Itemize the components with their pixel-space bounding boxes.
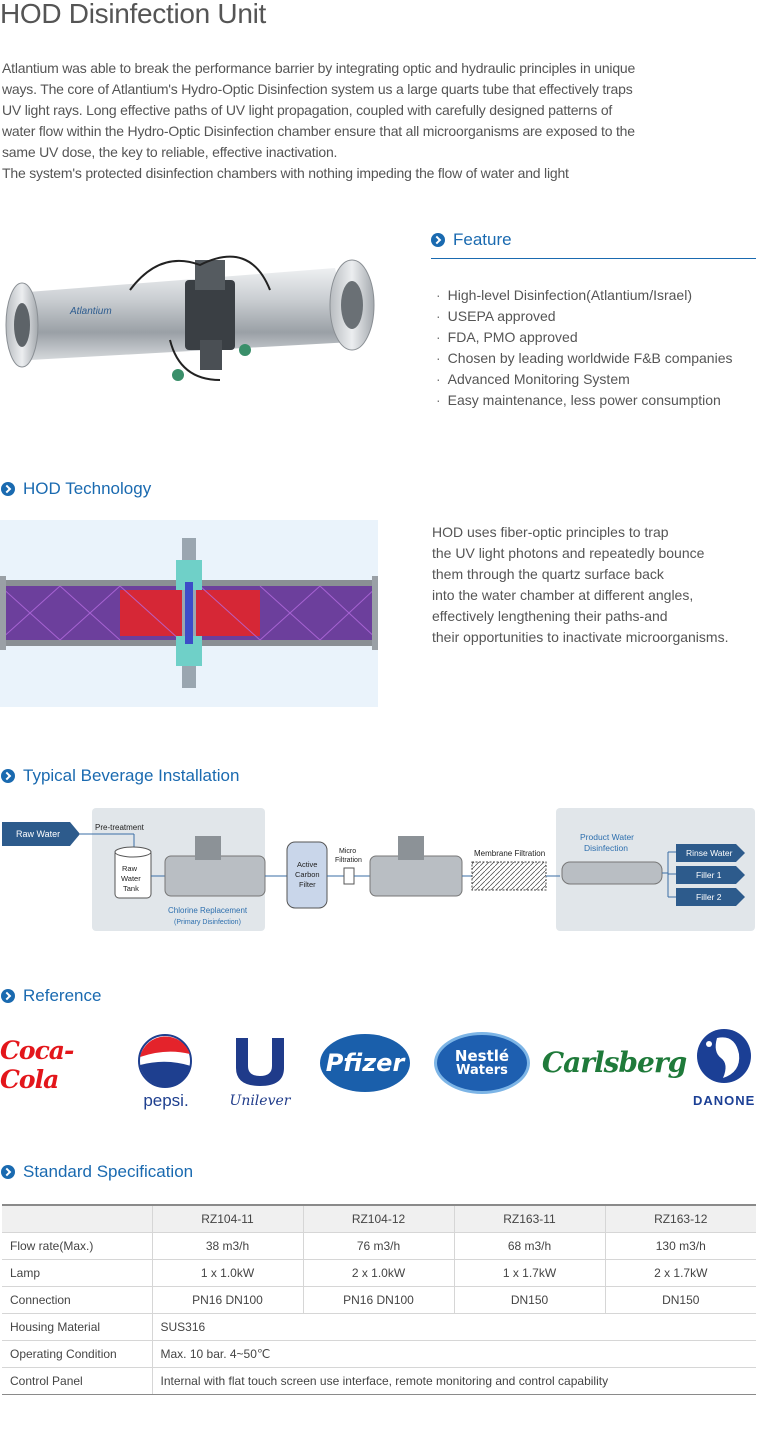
coca-cola-wordmark: Coca-Cola bbox=[0, 1036, 74, 1094]
intro-line: UV light rays. Long effective paths of UV light propagation, coupled with carefully designed patterns of bbox=[2, 102, 613, 118]
spec-cell: 2 x 1.7kW bbox=[605, 1259, 756, 1286]
micro-label: Micro bbox=[339, 848, 357, 855]
pfizer-logo bbox=[320, 1034, 410, 1092]
spec-cell: DN150 bbox=[605, 1286, 756, 1313]
feature-heading-label: Feature bbox=[453, 230, 512, 249]
hod-heading-label: HOD Technology bbox=[23, 479, 152, 498]
carlsberg-logo bbox=[541, 1040, 687, 1084]
hod-line: HOD uses fiber-optic principles to trap bbox=[432, 524, 669, 540]
intro-line: water flow within the Hydro-Optic Disinfection chamber ensure that all microorganisms are exposed to the bbox=[2, 123, 635, 139]
spec-header-cell: RZ163-12 bbox=[605, 1205, 756, 1232]
page-title: HOD Disinfection Unit bbox=[0, 0, 267, 29]
spec-cell: 130 m3/h bbox=[605, 1232, 756, 1259]
hod-technology-diagram bbox=[0, 520, 378, 707]
pepsi-wordmark: pepsi. bbox=[143, 1091, 189, 1110]
nestle-waters-logo bbox=[434, 1032, 530, 1094]
danone-emblem-icon bbox=[693, 1028, 755, 1084]
chevron-right-icon bbox=[1, 989, 15, 1003]
spec-span-cell: Internal with flat touch screen use interface, remote monitoring and control capability bbox=[152, 1367, 756, 1394]
spec-row-label: Control Panel bbox=[2, 1367, 152, 1394]
chevron-right-icon bbox=[1, 769, 15, 783]
spec-row-label: Operating Condition bbox=[2, 1340, 152, 1367]
table-row bbox=[2, 1313, 756, 1340]
product-image bbox=[0, 230, 400, 420]
product-water-label: Disinfection bbox=[584, 843, 628, 853]
spec-cell: PN16 DN100 bbox=[303, 1286, 454, 1313]
table-row bbox=[2, 1232, 756, 1259]
reference-heading-label: Reference bbox=[23, 986, 102, 1005]
intro-line: Atlantium was able to break the performance barrier by integrating optic and hydraulic principles in unique bbox=[2, 60, 636, 76]
table-row bbox=[2, 1259, 756, 1286]
spec-header-cell bbox=[2, 1205, 152, 1232]
spec-cell: 68 m3/h bbox=[454, 1232, 605, 1259]
product-brand-label: Atlantium bbox=[70, 306, 112, 317]
spec-cell: 1 x 1.7kW bbox=[454, 1259, 605, 1286]
uv-unit-icon bbox=[370, 836, 462, 896]
intro-paragraph bbox=[2, 58, 672, 184]
danone-wordmark: DANONE bbox=[693, 1093, 756, 1108]
feature-heading bbox=[431, 230, 512, 250]
installation-diagram bbox=[0, 806, 759, 936]
feature-divider bbox=[431, 258, 756, 259]
nestle-wordmark: Nestlé bbox=[454, 1046, 510, 1065]
intro-line: The system's protected disinfection chambers with nothing impeding the flow of water and light bbox=[2, 165, 569, 181]
spec-row-label: Flow rate(Max.) bbox=[2, 1232, 152, 1259]
install-heading-label: Typical Beverage Installation bbox=[23, 766, 240, 785]
pfizer-wordmark: Pfizer bbox=[325, 1049, 405, 1077]
micro-label: Filtration bbox=[335, 857, 362, 864]
pepsi-logo bbox=[136, 1032, 196, 1112]
coca-cola-logo bbox=[0, 1036, 108, 1094]
unilever-u-icon bbox=[226, 1036, 294, 1088]
spec-row-label: Connection bbox=[2, 1286, 152, 1313]
hod-line: into the water chamber at different angles, bbox=[432, 587, 694, 603]
hod-line: the UV light photons and repeatedly bounce bbox=[432, 545, 705, 561]
membrane-label: Membrane Filtration bbox=[474, 849, 546, 858]
hod-line: their opportunities to inactivate microorganisms. bbox=[432, 629, 729, 645]
hod-description bbox=[432, 522, 752, 648]
hod-heading bbox=[1, 479, 151, 499]
spec-cell: 38 m3/h bbox=[152, 1232, 303, 1259]
feature-item: · Advanced Monitoring System bbox=[436, 369, 733, 390]
output-label: Rinse Water bbox=[686, 848, 733, 858]
spec-header-row bbox=[2, 1205, 756, 1232]
carbon-label: Filter bbox=[299, 880, 316, 889]
output-label: Filler 2 bbox=[696, 892, 722, 902]
spec-header-cell: RZ104-11 bbox=[152, 1205, 303, 1232]
waters-wordmark: Waters bbox=[456, 1062, 508, 1078]
hod-line: them through the quartz surface back bbox=[432, 566, 664, 582]
install-heading bbox=[1, 766, 239, 786]
spec-cell: 1 x 1.0kW bbox=[152, 1259, 303, 1286]
output-label: Filler 1 bbox=[696, 870, 722, 880]
product-water-label: Product Water bbox=[580, 832, 635, 842]
chevron-right-icon bbox=[1, 1165, 15, 1179]
feature-list bbox=[436, 285, 733, 411]
spec-row-label: Lamp bbox=[2, 1259, 152, 1286]
danone-logo bbox=[693, 1028, 755, 1108]
tank-label: Tank bbox=[123, 884, 139, 893]
pretreatment-label: Pre-treatment bbox=[95, 823, 144, 832]
spec-cell: 76 m3/h bbox=[303, 1232, 454, 1259]
carbon-label: Carbon bbox=[295, 870, 320, 879]
carbon-label: Active bbox=[297, 860, 318, 869]
unilever-logo bbox=[226, 1036, 294, 1112]
chlorine-label: Chlorine Replacement bbox=[168, 906, 248, 915]
feature-item: · Easy maintenance, less power consumption bbox=[436, 390, 733, 411]
reference-heading bbox=[1, 986, 101, 1006]
table-row bbox=[2, 1367, 756, 1394]
table-row bbox=[2, 1286, 756, 1313]
unilever-wordmark: Unilever bbox=[229, 1093, 291, 1109]
spec-heading-label: Standard Specification bbox=[23, 1162, 194, 1181]
feature-item: · Chosen by leading worldwide F&B companies bbox=[436, 348, 733, 369]
chevron-right-icon bbox=[431, 233, 445, 247]
spec-header-cell: RZ104-12 bbox=[303, 1205, 454, 1232]
intro-line: same UV dose, the key to reliable, effective inactivation. bbox=[2, 144, 338, 160]
hod-line: effectively lengthening their paths-and bbox=[432, 608, 668, 624]
spec-header-cell: RZ163-11 bbox=[454, 1205, 605, 1232]
pepsi-globe-icon bbox=[136, 1032, 196, 1088]
spec-heading bbox=[1, 1162, 193, 1182]
chevron-right-icon bbox=[1, 482, 15, 496]
raw-water-label: Raw Water bbox=[16, 829, 61, 839]
spec-cell: 2 x 1.0kW bbox=[303, 1259, 454, 1286]
spec-cell: PN16 DN100 bbox=[152, 1286, 303, 1313]
primary-label: (Primary Disinfection) bbox=[174, 919, 241, 926]
feature-item: · USEPA approved bbox=[436, 306, 733, 327]
spec-row-label: Housing Material bbox=[2, 1313, 152, 1340]
spec-span-cell: SUS316 bbox=[152, 1313, 756, 1340]
spec-table bbox=[2, 1204, 756, 1395]
tank-label: Water bbox=[121, 874, 141, 883]
tank-label: Raw bbox=[122, 864, 138, 873]
feature-item: · FDA, PMO approved bbox=[436, 327, 733, 348]
spec-cell: DN150 bbox=[454, 1286, 605, 1313]
carlsberg-wordmark: Carlsberg bbox=[541, 1045, 687, 1079]
spec-span-cell: Max. 10 bar. 4~50℃ bbox=[152, 1340, 756, 1367]
table-row bbox=[2, 1340, 756, 1367]
feature-item: · High-level Disinfection(Atlantium/Israel) bbox=[436, 285, 733, 306]
intro-line: ways. The core of Atlantium's Hydro-Optic Disinfection system us a large quarts tube that effectively traps bbox=[2, 81, 633, 97]
